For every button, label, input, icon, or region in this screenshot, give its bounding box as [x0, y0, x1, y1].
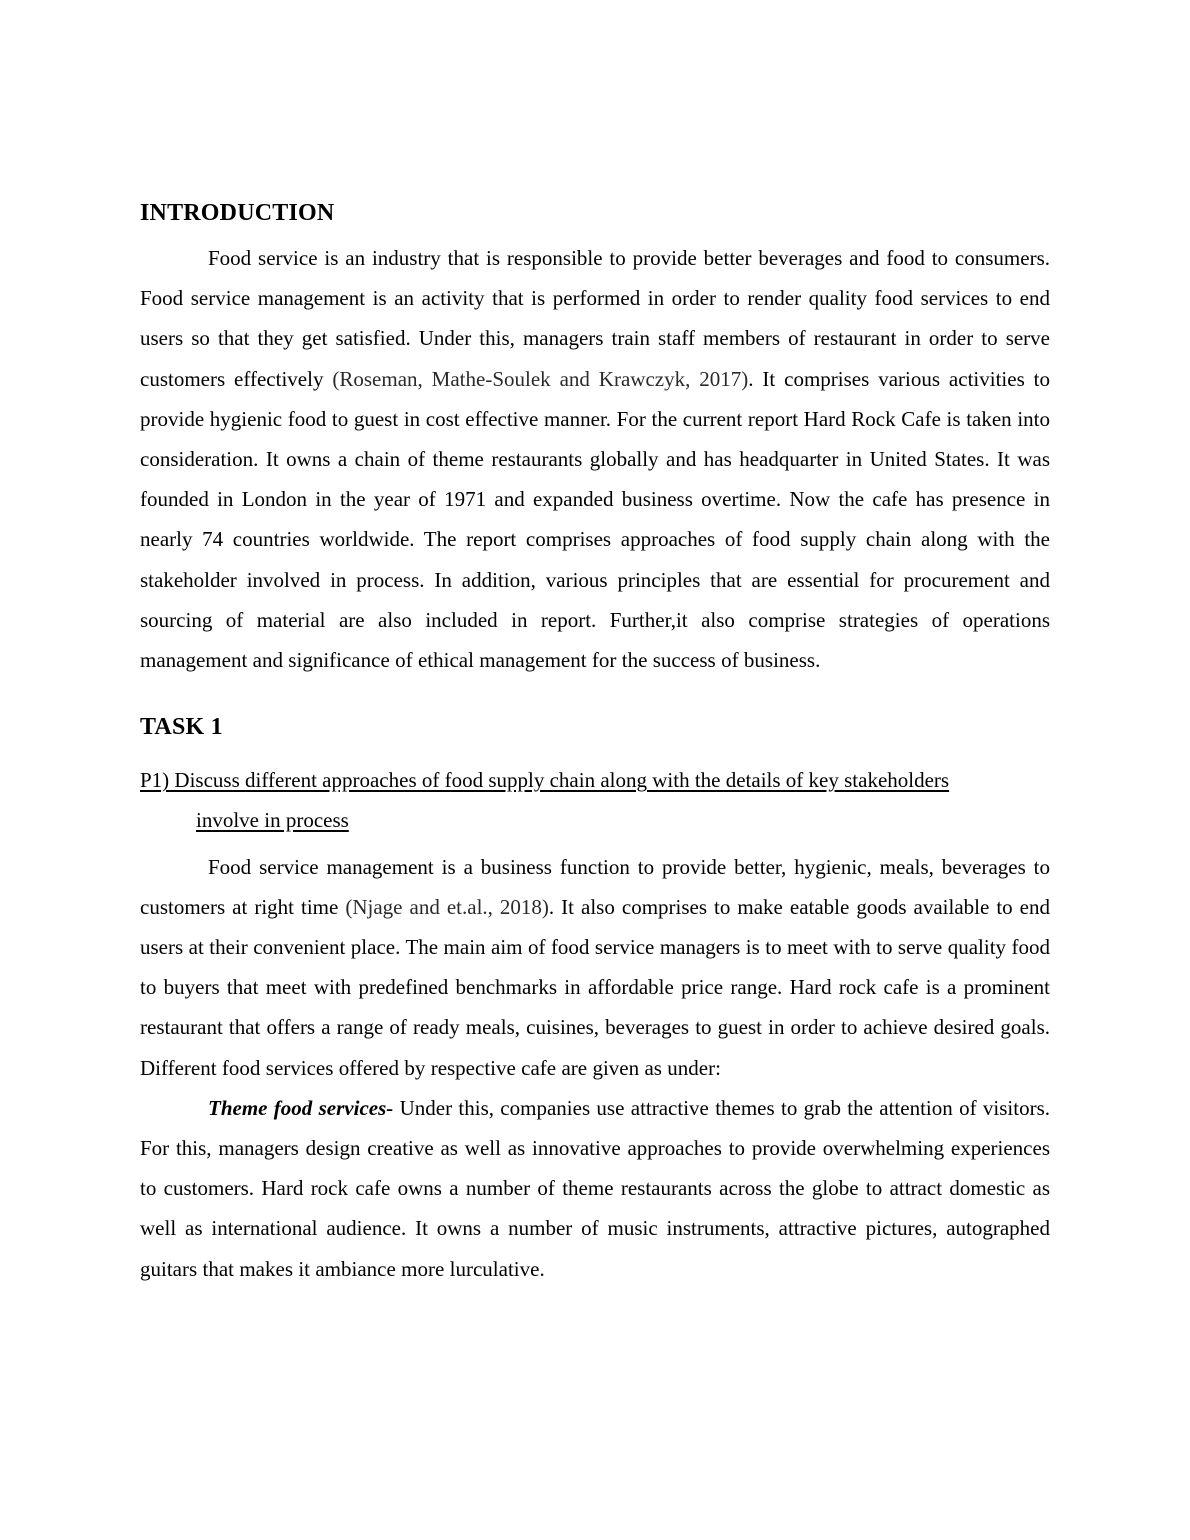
introduction-heading: INTRODUCTION	[140, 200, 335, 226]
theme-food-services-text: Under this, companies use attractive themes to grab the attention of visitors. For this, managers design creative as well as innovative approaches to provide overwhelming experiences to customers. Hard rock cafe owns a number of theme restaurants across the globe to attract domestic as well as international audience. It owns a number of music instruments, attractive pictures, autographed guitars that makes it ambiance more lurculative.	[140, 1095, 1050, 1281]
document-content	[140, 196, 1050, 1289]
citation-roseman: (Roseman, Mathe-Soulek and Krawczyk, 2017)	[332, 366, 749, 391]
task1-question-line-1: P1) Discuss different approaches of food supply chain along with the details of key stakeholders	[140, 768, 950, 793]
introduction-paragraph	[140, 238, 1050, 680]
task1-question-line-2: involve in process	[196, 808, 349, 833]
task1-paragraph-1-text-part2: . It also comprises to make eatable goods available to end users at their convenient place. The main aim of food service managers is to meet with to serve quality food to buyers that meet with predefined benchmarks in affordable price range. Hard rock cafe is a prominent restaurant that offers a range of ready meals, cuisines, beverages to guest in order to achieve desired goals. Different food services offered by respective cafe are given as under:	[140, 894, 1050, 1080]
task1-theme-paragraph	[140, 1088, 1050, 1289]
theme-food-services-term: Theme food services-	[208, 1095, 394, 1120]
task1-question-heading	[140, 760, 1050, 840]
task1-heading: TASK 1	[140, 714, 223, 741]
task1-paragraph-1	[140, 847, 1050, 1088]
citation-njage: (Njage and et.al., 2018)	[345, 894, 549, 919]
introduction-paragraph-text-part1: Food service is an industry that is responsible to provide better beverages and food to consumers. Food service management is an activity that is performed in order to render quality food services to end users so that they get satisfied. Under this, managers train staff members of restaurant in order to serve customers effectively	[140, 246, 1050, 391]
task1-paragraph-1-text-part1: Food service management is a business function to provide better, hygienic, meals, beverages to customers at right time	[140, 854, 1050, 919]
introduction-paragraph-text-part2: . It comprises various activities to provide hygienic food to guest in cost effective manner. For the current report Hard Rock Cafe is taken into consideration. It owns a chain of theme restaurants globally and has headquarter in United States. It was founded in London in the year of 1971 and expanded business overtime. Now the cafe has presence in nearly 74 countries worldwide. The report comprises approaches of food supply chain along with the stakeholder involved in process. In addition, various principles that are essential for procurement and sourcing of material are also included in report. Further,it also comprise strategies of operations management and significance of ethical management for the success of business.	[140, 366, 1050, 673]
